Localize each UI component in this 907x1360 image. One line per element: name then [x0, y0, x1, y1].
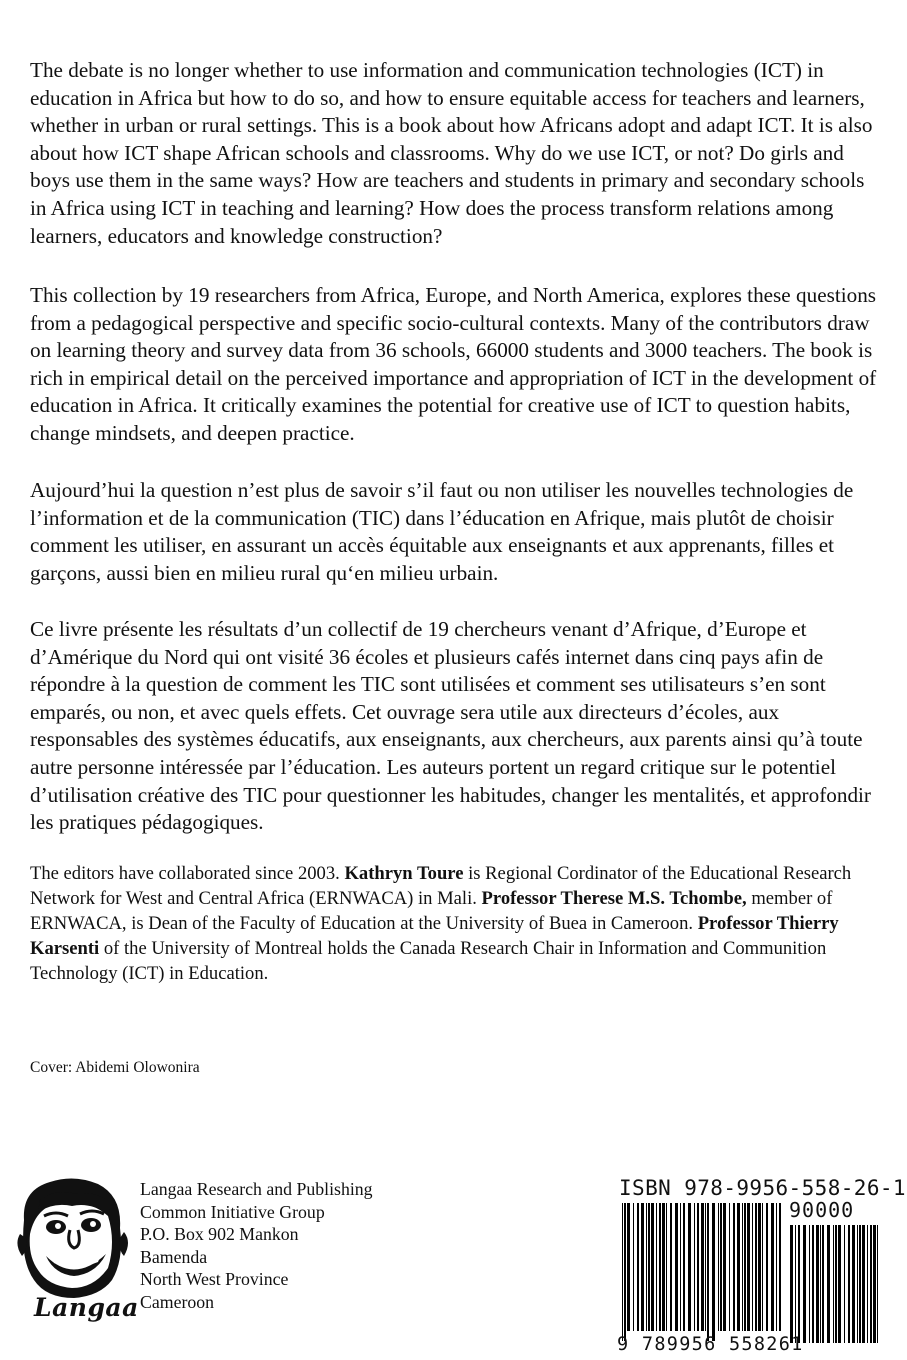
publisher-address [140, 1178, 373, 1314]
barcode-bar [705, 1203, 706, 1331]
barcode-bar [776, 1203, 777, 1331]
barcode-bar [766, 1203, 768, 1331]
barcode-bar [835, 1225, 837, 1343]
barcode-bar [877, 1225, 878, 1343]
barcode-bar [697, 1203, 699, 1331]
barcode-bar [683, 1203, 685, 1331]
barcode-bar [779, 1203, 781, 1331]
barcode-bar [729, 1203, 730, 1331]
barcode-bar [648, 1203, 650, 1331]
barcode-bar [737, 1203, 740, 1331]
barcode-bar [816, 1225, 819, 1343]
barcode-bar [627, 1203, 630, 1331]
cover-credit: Cover: Abidemi Olowonira [30, 1059, 200, 1076]
barcode-bar [809, 1225, 810, 1343]
publisher-line: North West Province [140, 1269, 289, 1290]
barcode-bar [646, 1203, 647, 1331]
barcode-bar [720, 1203, 722, 1331]
editor-2-desc: member of ERNWACA, is Dean of the Faculty of Education at the University of Buea in Cameroon. [30, 888, 833, 934]
barcode-ean-digits: 9 789956 558261 [617, 1334, 804, 1355]
publisher-line: P.O. Box 902 Mankon [140, 1224, 299, 1245]
barcode-bar [873, 1225, 876, 1343]
barcode-bar [701, 1203, 704, 1331]
barcode-bar [622, 1203, 623, 1341]
barcode-bar [637, 1203, 639, 1331]
barcode-bar [827, 1225, 830, 1343]
ean-bars [622, 1203, 781, 1341]
barcode-bar [707, 1203, 709, 1341]
barcode-bar [859, 1225, 861, 1343]
barcode-bar [723, 1203, 726, 1331]
barcode-bar [812, 1225, 814, 1343]
barcode-bar [641, 1203, 644, 1331]
isbn-label: ISBN 978-9956-558-26-1 [619, 1176, 906, 1200]
barcode-bar [822, 1225, 824, 1343]
barcode-bar [798, 1225, 800, 1343]
barcode-bar [803, 1225, 806, 1343]
barcode-bar [624, 1203, 626, 1341]
barcode-bar [870, 1225, 872, 1343]
blurb-paragraph-3-french: Aujourd’hui la question n’est plus de savoir s’il faut ou non utiliser les nouvelles technologies de l’information et de la communication (TIC) dans l’éducation en Afrique, mais plutôt de choisir comment les utiliser, en assurant un accès équitable aux enseignants et aux apprenants, filles et garçons, aussi bien en milieu rural qu‘en milieu urbain. [30, 478, 854, 585]
barcode-bar [670, 1203, 672, 1331]
barcode-bar [820, 1225, 821, 1343]
addon-bars [790, 1225, 878, 1343]
barcode-bar [838, 1225, 841, 1343]
publisher-line: Cameroon [140, 1291, 215, 1312]
editors-intro: The editors have collaborated since 2003. [30, 863, 340, 884]
barcode-bar [848, 1225, 850, 1343]
barcode-bar [862, 1225, 865, 1343]
barcode-bar [833, 1225, 834, 1343]
barcode-bar [857, 1225, 858, 1343]
editor-1-name: Kathryn Toure [344, 863, 464, 884]
barcode-bar [659, 1203, 661, 1331]
publisher-logo-word: Langaa [34, 1293, 139, 1322]
blurb-paragraph-4-french: Ce livre présente les résultats d’un collectif de 19 chercheurs venant d’Afrique, d’Europe et d’Amérique du Nord qui ont visité 36 écoles et plusieurs cafés internet dans cinq pays afin de répondre à la question de comment les TIC sont utilisées et comment ses utilisateurs s’en sont emparés, ou non, et avec quels effets. Cet ouvrage sera utile aux directeurs d’écoles, aux responsables des systèmes éducatifs, aux enseignants, aux chercheurs, aux parents ainsi qu’à toute autre personne intéressée par l’éducation. Les auteurs portent un regard critique sur le potentiel d’utilisation créative des TIC pour questionner les habitudes, changer les mentalités, et approfondir les pratiques pédagogiques. [30, 617, 871, 835]
barcode-bar [752, 1203, 753, 1331]
blurb-paragraph-1: The debate is no longer whether to use information and communication technologies (ICT) in education in Africa but how to do so, and how to ensure equitable access for teachers and learners, whether in urban or rural settings. This is a book about how Africans adopt and adapt ICT. It is also about how ICT shape African schools and classrooms. Why do we use ICT, or not? Do girls and boys use them in the same ways? How are teachers and students in primary and secondary schools in Africa using ICT in teaching and learning? How does the process transform relations among learners, educators and knowledge construction? [30, 58, 873, 248]
barcode-bar [844, 1225, 845, 1343]
barcode-bar [795, 1225, 796, 1343]
barcode-bar [747, 1203, 750, 1331]
barcode-bar [867, 1225, 868, 1343]
editor-2-name: Professor Therese M.S. Tchombe, [481, 888, 747, 909]
publisher-logo-face-icon [16, 1172, 132, 1358]
barcode-bar [680, 1203, 681, 1331]
barcode-bar [651, 1203, 654, 1331]
editor-3-desc: of the University of Montreal holds the Canada Research Chair in Information and Communition Technology (ICT) in Education. [30, 938, 827, 984]
barcode-bar [755, 1203, 757, 1331]
blurb-paragraph-2: This collection by 19 researchers from Africa, Europe, and North America, explores these questions from a pedagogical perspective and specific socio-cultural contexts. Many of the contributors draw on learning theory and survey data from 36 schools, 66000 students and 3000 teachers. The book is rich in empirical detail on the perceived importance and appropriation of ICT in the development of education in Africa. It critically examines the potential for creative use of ICT to question habits, change mindsets, and deepen practice. [30, 283, 877, 445]
barcode-bar [771, 1203, 774, 1331]
barcode-bar [742, 1203, 743, 1331]
barcode-bar [694, 1203, 695, 1331]
barcode-bar [688, 1203, 691, 1331]
barcode-bar [712, 1203, 715, 1341]
editor-3-name: Professor Thierry Karsenti [30, 913, 839, 959]
barcode-bar [718, 1203, 719, 1331]
barcode-addon-code: 90000 [789, 1198, 855, 1222]
barcode-bar [852, 1225, 855, 1343]
barcode-bar [762, 1203, 763, 1331]
publisher-line: Common Initiative Group [140, 1201, 325, 1222]
barcode-bar [733, 1203, 735, 1331]
barcode-bar [633, 1203, 634, 1331]
publisher-line: Bamenda [140, 1246, 208, 1267]
barcode-bar [758, 1203, 761, 1331]
barcode-bar [675, 1203, 678, 1331]
barcode-bar [790, 1225, 793, 1343]
barcode-bar [656, 1203, 657, 1331]
barcode-bar [744, 1203, 746, 1331]
publisher-line: Langaa Research and Publishing [140, 1179, 373, 1199]
barcode-bar [662, 1203, 665, 1331]
barcode-bar [666, 1203, 667, 1331]
editor-1-desc: is Regional Cordinator of the Educational Research Network for West and Central Africa (ERNWACA) in Mali. [30, 863, 852, 909]
editors-bio [30, 861, 880, 986]
